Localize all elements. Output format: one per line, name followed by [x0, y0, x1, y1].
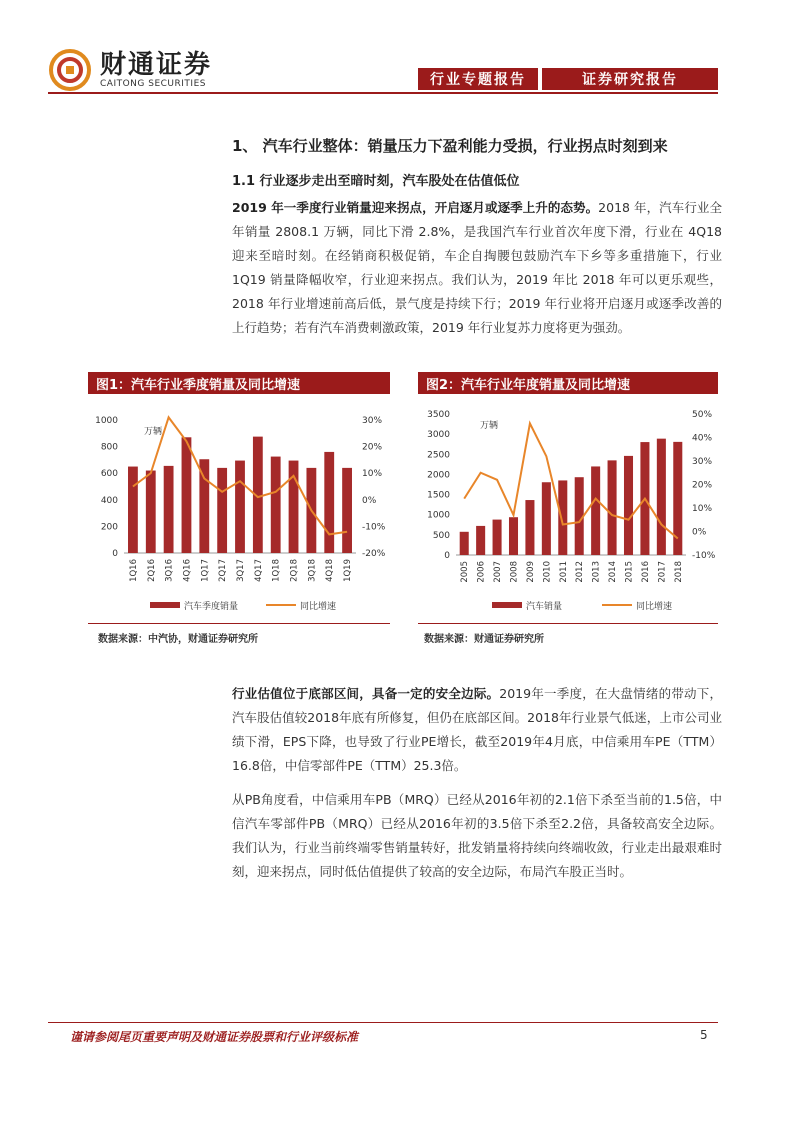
y-left-tick-label: 2500 [427, 450, 450, 461]
y-left-tick-label: 3500 [427, 410, 450, 420]
paragraph-1 [232, 196, 722, 340]
x-tick-label: 2005 [460, 561, 471, 583]
x-tick-label: 3Q18 [307, 559, 318, 582]
annual-sales-chart [418, 396, 718, 621]
y-left-tick-label: 600 [100, 469, 118, 480]
bar [525, 500, 534, 555]
legend-line-label: 同比增速 [300, 602, 337, 612]
x-tick-label: 2Q16 [146, 559, 157, 582]
bar [182, 437, 192, 553]
y-right-tick-label: 40% [692, 433, 713, 444]
x-tick-label: 2010 [542, 561, 553, 583]
y-right-tick-label: 30% [362, 416, 383, 426]
y-right-tick-label: 20% [692, 480, 713, 491]
y-left-tick-label: 1500 [427, 490, 450, 501]
y-left-tick-label: 1000 [95, 416, 118, 426]
bar [476, 526, 485, 555]
legend-bar-swatch [150, 602, 180, 608]
x-tick-label: 1Q18 [271, 559, 282, 582]
legend-line-label: 同比增速 [636, 602, 673, 612]
paragraph-2-lead: 行业估值位于底部区间，具备一定的安全边际。 [232, 686, 500, 701]
bar [289, 461, 299, 553]
y-left-tick-label: 1000 [427, 510, 450, 521]
y-left-tick-label: 400 [100, 495, 118, 506]
figure-2-chart [418, 396, 718, 621]
x-tick-label: 4Q17 [253, 559, 264, 582]
x-tick-label: 2007 [493, 561, 504, 583]
company-logo [48, 48, 212, 92]
paragraph-2-body: 2019年一季度，在大盘情绪的带动下，汽车股估值较2018年底有所修复，但仍在底部区间。2018年行业景气低迷，上市公司业绩下滑，EPS下降，也导致了行业PE增长，截至2019年4月底，中信乘用车PE（TTM）16.8倍，中信零部件PE（TTM）25.3倍。 [232, 686, 722, 773]
y-right-tick-label: 10% [362, 469, 383, 480]
y-right-tick-label: 10% [692, 504, 713, 514]
x-tick-label: 1Q19 [343, 559, 354, 582]
x-tick-label: 2009 [525, 561, 536, 583]
y-left-tick-label: 2000 [427, 470, 450, 481]
y-right-tick-label: 50% [692, 410, 713, 420]
paragraph-1-lead: 2019 年一季度行业销量迎来拐点，开启逐月或逐季上升的态势。 [232, 200, 599, 215]
figure-1-source: 数据来源：中汽协，财通证券研究所 [98, 634, 258, 645]
x-tick-label: 2012 [575, 561, 586, 583]
figure-1-chart [88, 396, 390, 621]
figure-2-title: 图2：汽车行业年度销量及同比增速 [418, 372, 718, 394]
y-left-tick-label: 200 [100, 522, 118, 533]
x-tick-label: 1Q17 [200, 559, 211, 582]
y-right-tick-label: 0% [692, 527, 707, 538]
section-heading: 1、 汽车行业整体：销量压力下盈利能力受损，行业拐点时刻到来 [232, 137, 668, 155]
figure-1-rule [88, 623, 390, 624]
paragraph-3-body: 从PB角度看，中信乘用车PB（MRQ）已经从2016年初的2.1倍下杀至当前的1.5倍，中信汽车零部件PB（MRQ）已经从2016年初的3.5倍下杀至2.2倍，具备较高安全边际。我们认为，行业当前终端零售销量转好，批发销量将持续向终端收敛，行业走出最艰难时刻，迎来拐点，同时低估值提供了较高的安全边际，布局汽车股正当时。 [232, 792, 722, 879]
x-tick-label: 2017 [657, 561, 668, 583]
y-left-tick-label: 0 [444, 551, 450, 561]
bar [146, 471, 156, 553]
x-tick-label: 2Q18 [289, 559, 300, 582]
x-tick-label: 2015 [624, 561, 635, 583]
x-tick-label: 1Q16 [128, 559, 139, 582]
x-tick-label: 2018 [673, 561, 684, 583]
subsection-heading: 1.1 行业逐步走出至暗时刻，汽车股处在估值低位 [232, 174, 520, 189]
y-right-tick-label: -10% [362, 522, 386, 533]
footer-disclaimer: 谨请参阅尾页重要声明及财通证券股票和行业评级标准 [70, 1030, 359, 1044]
bar [509, 517, 518, 555]
header-divider [48, 92, 718, 94]
x-tick-label: 2014 [608, 561, 619, 583]
figure-2-rule [418, 623, 718, 624]
x-tick-label: 4Q18 [325, 559, 336, 582]
bar [624, 456, 633, 555]
y-right-tick-label: 30% [692, 457, 713, 467]
unit-label: 万辆 [144, 427, 163, 437]
paragraph-1-body: 2018 年，汽车行业全年销量 2808.1 万辆，同比下滑 2.8%，是我国汽车行业首次年度下滑，行业在 4Q18 迎来至暗时刻。在经销商积极促销，车企自掏腰包鼓励汽车下乡等多重措施下，行业 1Q19 销量降幅收窄，行业迎来拐点。我们认为，2019 年比 2018 年可以更乐观些，2018 年行业增速前高后低，景气度是持续下行；2019 年行业将开启逐月或逐季改善的上行趋势；若有汽车消费刺激政策，2019 年行业复苏力度将更为强劲。 [232, 200, 722, 335]
x-tick-label: 2Q17 [218, 559, 229, 582]
bar [324, 452, 334, 553]
y-right-tick-label: -20% [362, 549, 386, 559]
bar [591, 466, 600, 555]
y-right-tick-label: 0% [362, 495, 377, 506]
logo-text-en: CAITONG SECURITIES [100, 79, 206, 89]
footer-divider [48, 1022, 718, 1023]
legend-bar-swatch [492, 602, 522, 608]
bar [235, 461, 245, 553]
paragraph-2 [232, 682, 722, 778]
y-right-tick-label: 20% [362, 442, 383, 453]
bar [608, 460, 617, 555]
logo-text-cn: 财通证券 [100, 50, 213, 80]
paragraph-3 [232, 788, 722, 884]
x-tick-label: 3Q16 [164, 559, 175, 582]
bar [558, 480, 567, 555]
report-category-tag: 证券研究报告 [542, 68, 718, 90]
bar [271, 457, 281, 553]
bar [128, 467, 138, 553]
bar [342, 468, 352, 553]
bar [164, 466, 174, 553]
bar [460, 532, 469, 555]
y-left-tick-label: 800 [100, 442, 118, 453]
unit-label: 万辆 [480, 421, 499, 431]
y-right-tick-label: -10% [692, 551, 716, 561]
x-tick-label: 2013 [591, 561, 602, 583]
legend-bar-label: 汽车季度销量 [184, 602, 239, 612]
figure-1-title: 图1：汽车行业季度销量及同比增速 [88, 372, 390, 394]
y-left-tick-label: 3000 [427, 430, 450, 441]
x-tick-label: 2011 [558, 561, 569, 583]
logo-emblem-icon [48, 48, 92, 92]
bar [493, 520, 502, 555]
x-tick-label: 2008 [509, 561, 520, 583]
legend-bar-label: 汽车销量 [526, 602, 563, 612]
bar [217, 468, 227, 553]
x-tick-label: 2006 [476, 561, 487, 583]
x-tick-label: 4Q16 [182, 559, 193, 582]
page-number: 5 [700, 1028, 708, 1042]
y-left-tick-label: 0 [112, 549, 118, 559]
figure-2-source: 数据来源：财通证券研究所 [424, 634, 544, 645]
report-type-tag: 行业专题报告 [418, 68, 538, 90]
bar [657, 439, 666, 555]
x-tick-label: 3Q17 [236, 559, 246, 582]
x-tick-label: 2016 [640, 561, 651, 583]
y-left-tick-label: 500 [432, 530, 450, 541]
bar [542, 482, 551, 555]
quarterly-sales-chart [88, 396, 390, 621]
